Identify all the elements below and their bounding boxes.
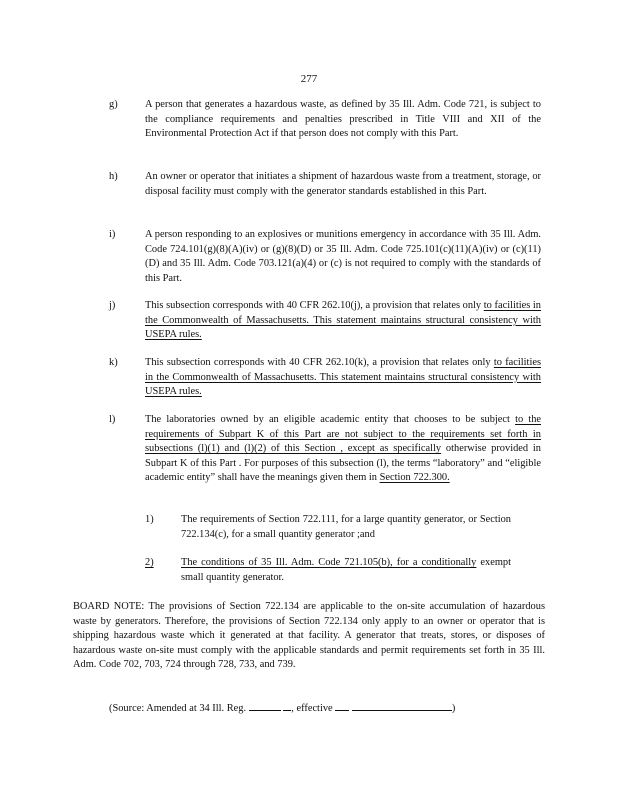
plain-text: The laboratories owned by an eligible academic entity that chooses to be subject	[145, 414, 516, 425]
source-effective: , effective	[291, 703, 333, 714]
inserted-text: Section 722.300.	[379, 472, 450, 483]
subsection-label: l)	[109, 414, 116, 425]
subsection-text	[145, 356, 541, 400]
source-close: )	[451, 703, 456, 714]
subsection-text	[145, 299, 541, 343]
inserted-text: to facilities in the Commonwealth of Massachusetts. This statement maintains structural consistency with USEPA rules.	[145, 300, 542, 340]
subsection-label: k)	[109, 357, 118, 368]
register-volume-blank	[249, 700, 281, 711]
inserted-text: to facilities in the Commonwealth of Massachusetts. This statement maintains structural consistency with USEPA rules.	[145, 357, 541, 397]
effective-date-blank-a	[335, 700, 349, 711]
effective-date-blank-b	[352, 700, 452, 711]
inserted-text: to the requirements of Subpart K of this Part are not subject to the requirements set forth in subsections (l)(1) and (l)(2) of this Section , except as specifically	[145, 414, 542, 454]
plain-text: exempt small quantity generator.	[181, 557, 511, 583]
subsection-label: 2)	[145, 557, 154, 568]
board-note: BOARD NOTE: The provisions of Section 722.134 are applicable to the on-site accumulation of hazardous waste by generators. Therefore, the provisions of Section 722.134 only apply to an owner or operator that is shipping hazardous waste which it generated at that facility. A generator that treats, stores, or disposes of hazardous waste on-site must comply with the applicable standards and permit requirements set forth in 35 Ill. Adm. Code 702, 703, 724 through 728, 733, and 739.	[73, 601, 545, 670]
subsection-label: i)	[109, 229, 116, 240]
subsection-label: g)	[109, 99, 118, 110]
subsection-text: An owner or operator that initiates a shipment of hazardous waste from a treatment, storage, or disposal facility must comply with the generator standards established in this Part.	[145, 171, 541, 197]
plain-text: This subsection corresponds with 40 CFR 262.10(j), a provision that relates only	[145, 300, 484, 311]
subsection-text: A person responding to an explosives or munitions emergency in accordance with 35 Ill. Adm. Code 724.101(g)(8)(A)(iv) or (g)(8)(D) or 35 Ill. Adm. Code 725.101(c)(11)(A)(iv) or (c)(11)(D) and 35 Ill. Adm. Code 703.121(a)(4) or (c) is not required to comply with the standards of this Part.	[145, 229, 541, 284]
subsection-label: 1)	[145, 514, 154, 525]
plain-text: This subsection corresponds with 40 CFR 262.10(k), a provision that relates only	[145, 357, 494, 368]
page-number: 277	[300, 73, 318, 85]
subsection-label: j)	[109, 300, 116, 311]
subsection-text: The requirements of Section 722.111, for a large quantity generator, or Section 722.134(c), for a small quantity generator ;and	[181, 514, 511, 540]
subsection-text	[145, 413, 541, 486]
subsection-text: A person that generates a hazardous waste, as defined by 35 Ill. Adm. Code 721, is subject to the compliance requirements and penalties prescribed in Title VIII and XII of the Environmental Protection Act if that person does not comply with this Part.	[145, 99, 541, 139]
subsection-text	[181, 556, 511, 585]
inserted-text: The conditions of 35 Ill. Adm. Code 721.105(b), for a conditionally	[181, 557, 477, 568]
source-open: (Source: Amended at 34 Ill. Reg.	[109, 703, 247, 714]
subsection-label: h)	[109, 171, 118, 182]
source-note	[109, 700, 549, 717]
plain-text: otherwise provided in Subpart K of this Part . For purposes of this subsection (l), the terms “laboratory” and “eligible academic entity” shall have the meanings given them in	[145, 443, 541, 483]
